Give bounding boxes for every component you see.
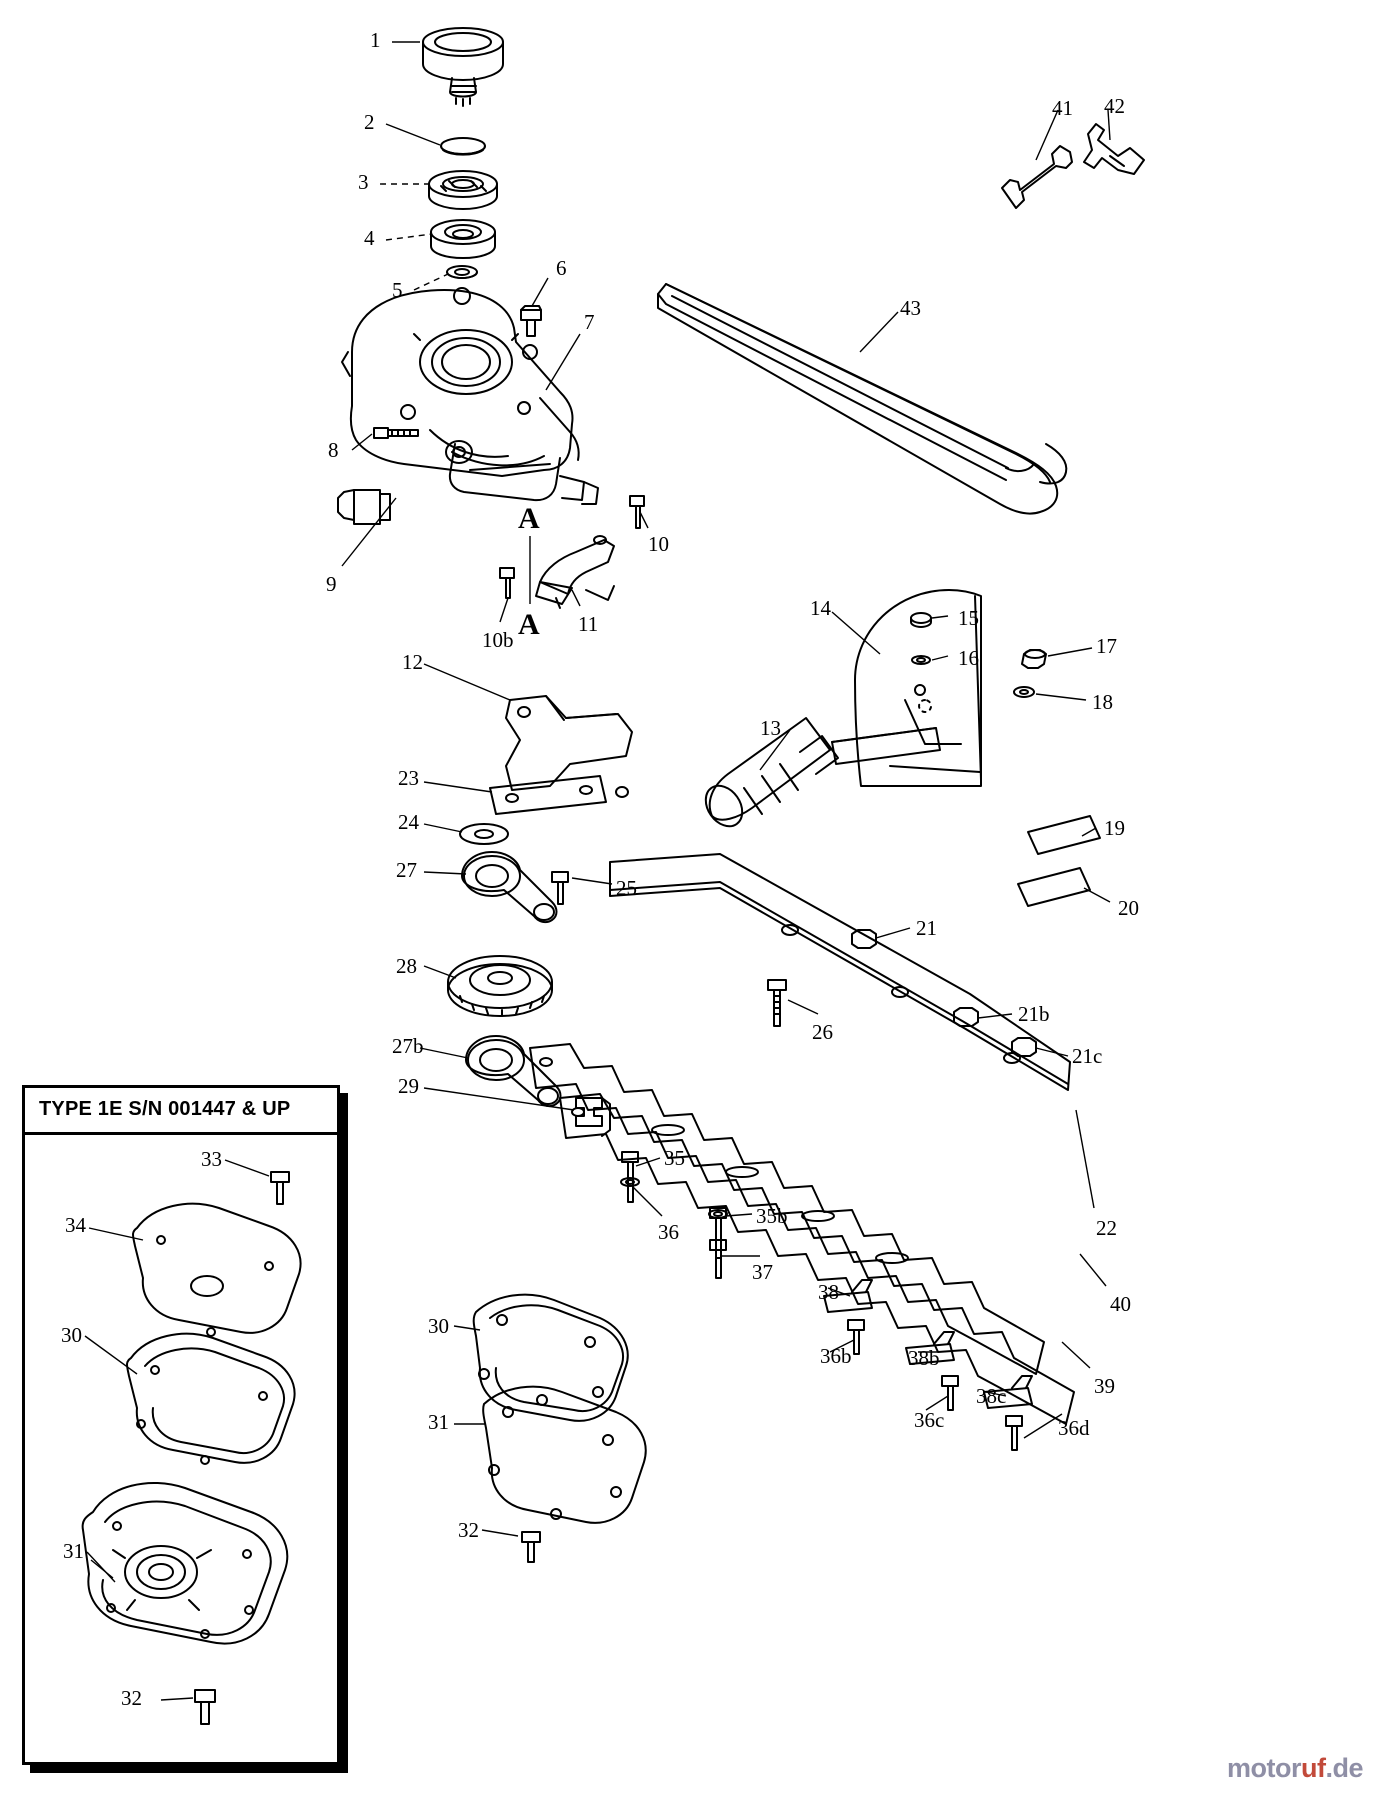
callout-4: 4 bbox=[364, 226, 375, 250]
callout-21-a: 21 bbox=[916, 916, 937, 940]
part-17-nut bbox=[1022, 650, 1046, 668]
part-9-bolt bbox=[338, 490, 390, 524]
inset-part-30-gasket bbox=[127, 1334, 295, 1464]
part-32-screw bbox=[522, 1532, 540, 1562]
part-1-cap bbox=[423, 28, 503, 106]
part-31-cover bbox=[483, 1387, 646, 1523]
part-16-washer bbox=[912, 656, 930, 664]
callout-36-c: 36c bbox=[914, 1408, 945, 1432]
callout-16: 16 bbox=[958, 646, 979, 670]
inset-part-31-housing bbox=[83, 1483, 288, 1644]
part-36-bolt-d bbox=[942, 1376, 958, 1410]
callout-30-main: 30 bbox=[428, 1314, 449, 1338]
callout-24: 24 bbox=[398, 810, 419, 834]
part-39-cutter-blade-lower bbox=[560, 1094, 1074, 1424]
part-4-bearing bbox=[431, 220, 495, 258]
callout-5: 5 bbox=[392, 278, 403, 302]
callout-27-b: 27b bbox=[392, 1034, 424, 1058]
part-30-gasket bbox=[474, 1295, 628, 1421]
watermark-part3: .de bbox=[1325, 1753, 1363, 1783]
callout-37: 37 bbox=[752, 1260, 773, 1284]
callout-21-b: 21b bbox=[1018, 1002, 1050, 1026]
inset-callout-30: 30 bbox=[61, 1323, 82, 1347]
watermark-part1: motor bbox=[1227, 1753, 1301, 1783]
part-5-washer bbox=[447, 266, 477, 278]
inset-part-34-gasket bbox=[133, 1204, 301, 1336]
part-19-shim bbox=[1028, 816, 1100, 854]
callout-19: 19 bbox=[1104, 816, 1125, 840]
callout-8: 8 bbox=[328, 438, 339, 462]
part-37-bolt bbox=[710, 1240, 726, 1278]
callout-26: 26 bbox=[812, 1020, 833, 1044]
section-marker-a-top: A bbox=[518, 502, 540, 535]
part-15-nut bbox=[911, 613, 931, 627]
inset-callout-32: 32 bbox=[121, 1686, 142, 1710]
callout-10-b: 10b bbox=[482, 628, 514, 652]
part-2-snap-ring bbox=[441, 138, 485, 155]
callout-20: 20 bbox=[1118, 896, 1139, 920]
callout-17: 17 bbox=[1096, 634, 1117, 658]
section-marker-a-bottom: A bbox=[518, 608, 540, 641]
inset-panel bbox=[22, 1085, 340, 1765]
callout-39: 39 bbox=[1094, 1374, 1115, 1398]
callout-28: 28 bbox=[396, 954, 417, 978]
callout-40: 40 bbox=[1110, 1292, 1131, 1316]
part-43-blade-cover bbox=[658, 284, 1066, 514]
part-42-t-wrench bbox=[1084, 124, 1144, 174]
callout-10-a: 10 bbox=[648, 532, 669, 556]
callout-6: 6 bbox=[556, 256, 567, 280]
part-12-mount-bar bbox=[506, 696, 632, 797]
inset-callout-34: 34 bbox=[65, 1213, 86, 1237]
shaft-tube bbox=[832, 728, 940, 764]
callout-36-a: 36 bbox=[658, 1220, 679, 1244]
inset-artwork bbox=[25, 1088, 337, 1762]
part-24-washer bbox=[460, 824, 508, 844]
inset-part-33-screw bbox=[271, 1172, 289, 1204]
inset-callout-31: 31 bbox=[63, 1539, 84, 1563]
part-18-washer bbox=[1014, 687, 1034, 697]
callout-9: 9 bbox=[326, 572, 337, 596]
part-35-washer-a bbox=[621, 1178, 639, 1186]
callout-38-b: 38b bbox=[908, 1346, 940, 1370]
inset-callout-33: 33 bbox=[201, 1147, 222, 1171]
callout-15: 15 bbox=[958, 606, 979, 630]
inset-title: TYPE 1E S/N 001447 & UP bbox=[39, 1098, 291, 1120]
callout-31-main: 31 bbox=[428, 1410, 449, 1434]
part-21-nut-b bbox=[954, 1008, 978, 1026]
part-8-screw bbox=[374, 428, 418, 438]
callout-43: 43 bbox=[900, 296, 921, 320]
callout-7: 7 bbox=[584, 310, 595, 334]
callout-14: 14 bbox=[810, 596, 831, 620]
callout-12: 12 bbox=[402, 650, 423, 674]
part-10-bolt-b bbox=[500, 568, 514, 598]
callout-38-a: 38 bbox=[818, 1280, 839, 1304]
part-7-gear-housing bbox=[342, 288, 598, 504]
part-36-bolt-b bbox=[710, 1208, 726, 1258]
part-11-bracket bbox=[536, 536, 614, 608]
inset-part-32-screw bbox=[195, 1690, 215, 1724]
part-23-bar bbox=[490, 776, 606, 814]
callout-21-c: 21c bbox=[1072, 1044, 1103, 1068]
callout-13: 13 bbox=[760, 716, 781, 740]
callout-35-b: 35b bbox=[756, 1204, 788, 1228]
part-21-nut-c bbox=[1012, 1038, 1036, 1056]
callout-36-b: 36b bbox=[820, 1344, 852, 1368]
callout-3: 3 bbox=[358, 170, 369, 194]
part-28-gear bbox=[448, 956, 552, 1016]
callout-42: 42 bbox=[1104, 94, 1125, 118]
part-29-clip bbox=[576, 1098, 610, 1136]
part-21-nut-a bbox=[852, 930, 876, 948]
callout-35-a: 35 bbox=[664, 1146, 685, 1170]
part-26-bolt bbox=[768, 980, 786, 1026]
part-10-bolt-a bbox=[630, 496, 644, 528]
part-35-washer-b bbox=[709, 1210, 727, 1218]
watermark bbox=[1227, 1753, 1363, 1784]
part-6-bolt bbox=[521, 306, 541, 336]
callout-29: 29 bbox=[398, 1074, 419, 1098]
callout-23: 23 bbox=[398, 766, 419, 790]
part-36-bolt-e bbox=[1006, 1416, 1022, 1450]
part-36-bolt-a bbox=[622, 1152, 638, 1202]
part-25-bolt bbox=[552, 872, 568, 904]
callout-27-a: 27 bbox=[396, 858, 417, 882]
callout-2: 2 bbox=[364, 110, 375, 134]
callout-11: 11 bbox=[578, 612, 599, 636]
callout-38-c: 38c bbox=[976, 1384, 1007, 1408]
part-3-bearing bbox=[429, 171, 497, 209]
watermark-part2: uf bbox=[1301, 1753, 1326, 1783]
part-20-shim bbox=[1018, 868, 1090, 906]
part-41-wrench bbox=[1002, 146, 1072, 208]
callout-32-main: 32 bbox=[458, 1518, 479, 1542]
callout-22: 22 bbox=[1096, 1216, 1117, 1240]
callout-1: 1 bbox=[370, 28, 381, 52]
part-27-arm-upper bbox=[462, 852, 557, 922]
callout-41: 41 bbox=[1052, 96, 1073, 120]
part-22-rail bbox=[610, 854, 1070, 1090]
callout-18: 18 bbox=[1092, 690, 1113, 714]
part-27-arm-lower bbox=[466, 1036, 561, 1106]
callout-25: 25 bbox=[616, 876, 637, 900]
callout-36-d: 36d bbox=[1058, 1416, 1090, 1440]
